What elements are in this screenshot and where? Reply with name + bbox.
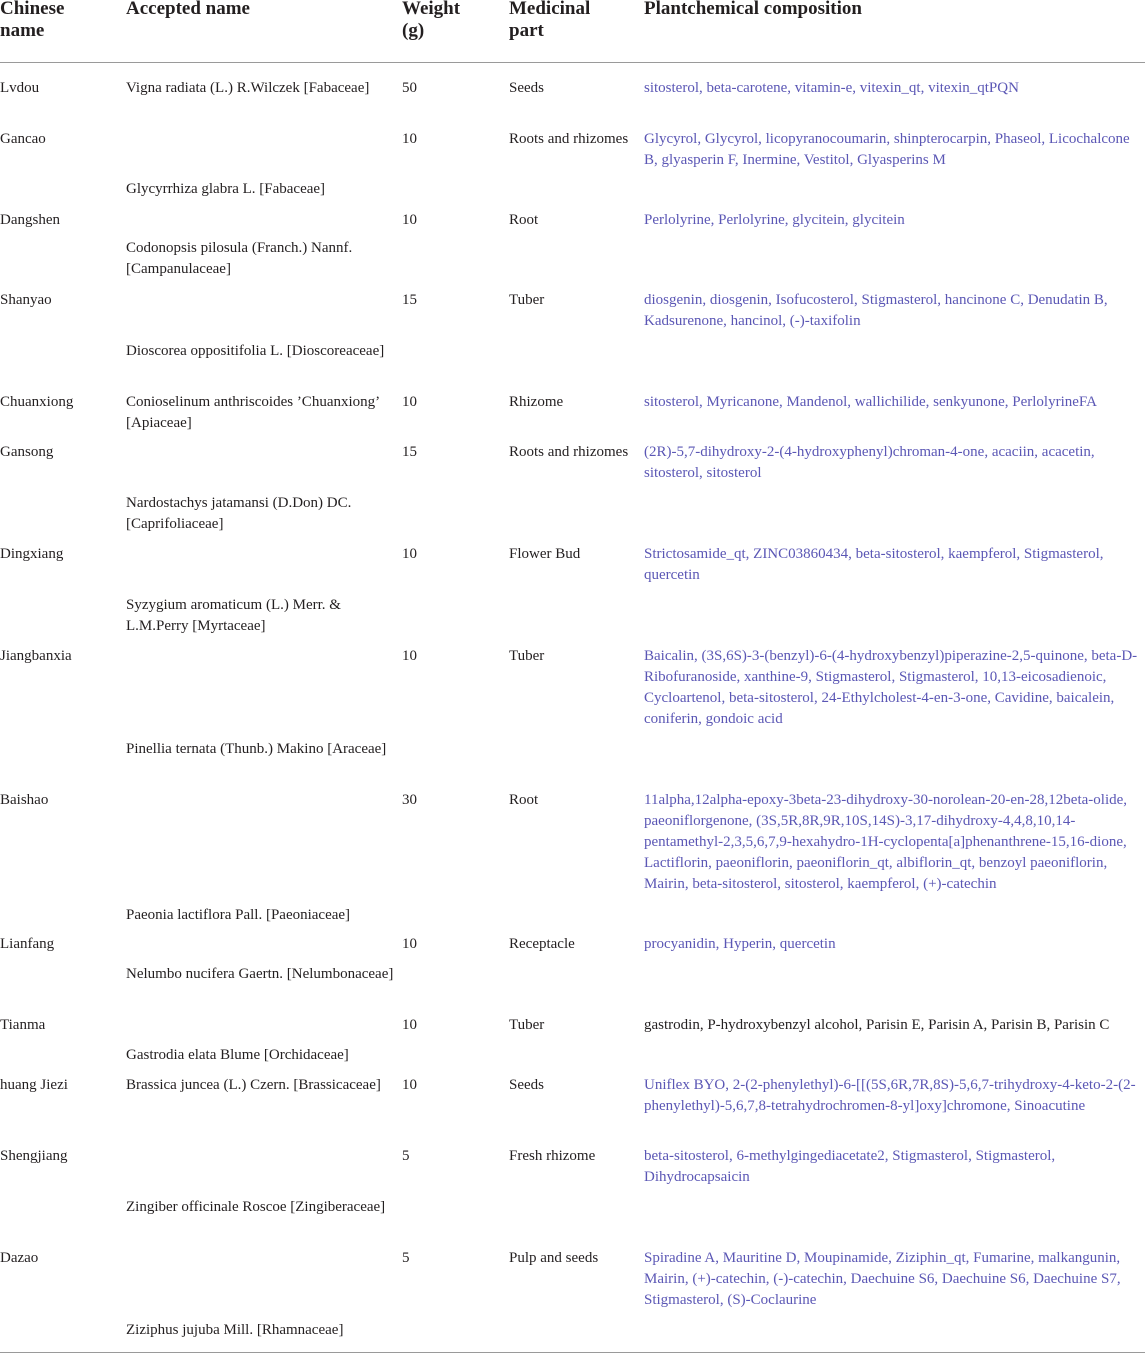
composition[interactable]: procyanidin, Hyperin, quercetin xyxy=(644,936,836,952)
composition[interactable]: Glycyrol, Glycyrol, licopyranocoumarin, shinpterocarpin, Phaseol, Licochalcone B, glyasperin F, Inermine, Vestitol, Glyasperins M xyxy=(644,131,1130,168)
weight: 50 xyxy=(402,80,417,96)
chinese-name: Shanyao xyxy=(0,292,52,308)
weight: 15 xyxy=(402,292,417,308)
composition[interactable]: Baicalin, (3S,6S)-3-(benzyl)-6-(4-hydroxybenzyl)piperazine-2,5-quinone, beta-D-Ribofuranoside, xanthine-9, Stigmasterol, Stigmasterol, 10,13-eicosadienoic, Cycloartenol, beta-sitosterol, 24-Ethylcholest-4-en-3-one, Cavidine, baicalein, coniferin, gondoic acid xyxy=(644,648,1138,727)
composition[interactable]: Spiradine A, Mauritine D, Moupinamide, Ziziphin_qt, Fumarine, malkangunin, Mairin, (+)-catechin, (-)-catechin, Daechuine S6, Daechuine S6, Daechuine S7, Stigmasterol, (S)-Coclaurine xyxy=(644,1250,1121,1308)
weight: 10 xyxy=(402,648,417,664)
accepted-name: Nelumbo nucifera Gaertn. [Nelumbonaceae] xyxy=(126,966,394,982)
chinese-name: Dazao xyxy=(0,1250,39,1266)
accepted-name: Syzygium aromaticum (L.) Merr. & L.M.Perry [Myrtaceae] xyxy=(126,597,341,634)
weight: 15 xyxy=(402,444,417,460)
medicinal-part: Roots and rhizomes xyxy=(509,131,629,147)
chinese-name: Dingxiang xyxy=(0,546,64,562)
chinese-name: Jiangbanxia xyxy=(0,648,72,664)
composition[interactable]: beta-sitosterol, 6-methylgingediacetate2, Stigmasterol, Stigmasterol, Dihydrocapsaicin xyxy=(644,1148,1056,1185)
medicinal-part: Root xyxy=(509,212,539,228)
chinese-name: Lvdou xyxy=(0,80,40,96)
medicinal-part: Tuber xyxy=(509,1017,545,1033)
header-chinese-name: Chinese name xyxy=(0,0,65,41)
chinese-name: Shengjiang xyxy=(0,1148,68,1164)
weight: 10 xyxy=(402,546,417,562)
accepted-name: Paeonia lactiflora Pall. [Paeoniaceae] xyxy=(126,907,351,923)
accepted-name: Nardostachys jatamansi (D.Don) DC. [Caprifoliaceae] xyxy=(126,495,352,532)
medicinal-part: Seeds xyxy=(509,1077,544,1093)
weight: 10 xyxy=(402,936,417,952)
composition[interactable]: diosgenin, diosgenin, Isofucosterol, Stigmasterol, hancinone C, Denudatin B, Kadsurenone, hancinol, (-)-taxifolin xyxy=(644,292,1108,329)
medicinal-part: Fresh rhizome xyxy=(509,1148,596,1164)
composition[interactable]: 11alpha,12alpha-epoxy-3beta-23-dihydroxy-30-norolean-20-en-28,12beta-olide, paeoniflorgenone, (3S,5R,8R,9R,10S,14S)-3,17-dihydroxy-4,4,8,10,14-pentamethyl-2,3,5,6,7,9-hexahydro-1H-cyclopenta[a]phenanthrene-15,16-dione, Lactiflorin, paeoniflorin, paeoniflorin_qt, albiflorin_qt, benzoyl paeoniflorin, Mairin, beta-sitosterol, sitosterol, kaempferol, (+)-catechin xyxy=(644,792,1128,892)
accepted-name: Conioselinum anthriscoides ’Chuanxiong’ [Apiaceae] xyxy=(126,394,380,431)
chinese-name: Baishao xyxy=(0,792,49,808)
weight: 5 xyxy=(402,1148,410,1164)
chinese-name: Gansong xyxy=(0,444,54,460)
accepted-name: Zingiber officinale Roscoe [Zingiberaceae] xyxy=(126,1199,386,1215)
weight: 10 xyxy=(402,1077,417,1093)
composition[interactable]: Uniflex BYO, 2-(2-phenylethyl)-6-[[(5S,6R,7R,8S)-5,6,7-trihydroxy-4-keto-2-(2-phenylethyl)-5,6,7,8-tetrahydrochromen-8-yl]oxy]chromone, Sinoacutine xyxy=(644,1077,1136,1114)
accepted-name: Codonopsis pilosula (Franch.) Nannf. [Campanulaceae] xyxy=(126,240,353,277)
composition[interactable]: sitosterol, beta-carotene, vitamin-e, vitexin_qt, vitexin_qtPQN xyxy=(644,80,1019,96)
composition[interactable]: Perlolyrine, Perlolyrine, glycitein, glycitein xyxy=(644,212,905,228)
weight: 5 xyxy=(402,1250,410,1266)
header-composition: Plantchemical composition xyxy=(644,0,862,19)
chinese-name: Gancao xyxy=(0,131,46,147)
accepted-name: Ziziphus jujuba Mill. [Rhamnaceae] xyxy=(126,1322,344,1338)
composition[interactable]: Strictosamide_qt, ZINC03860434, beta-sitosterol, kaempferol, Stigmasterol, quercetin xyxy=(644,546,1104,583)
medicinal-part: Pulp and seeds xyxy=(509,1250,599,1266)
weight: 30 xyxy=(402,792,417,808)
medicinal-part: Tuber xyxy=(509,648,545,664)
accepted-name: Gastrodia elata Blume [Orchidaceae] xyxy=(126,1047,349,1063)
accepted-name: Glycyrrhiza glabra L. [Fabaceae] xyxy=(126,181,326,197)
weight: 10 xyxy=(402,212,417,228)
medicinal-part: Tuber xyxy=(509,292,545,308)
header-medicinal-part: Medicinal part xyxy=(509,0,591,41)
header-accepted-name: Accepted name xyxy=(126,0,250,19)
accepted-name: Dioscorea oppositifolia L. [Dioscoreaceae] xyxy=(126,343,385,359)
composition[interactable]: (2R)-5,7-dihydroxy-2-(4-hydroxyphenyl)chroman-4-one, acaciin, acacetin, sitosterol, sitosterol xyxy=(644,444,1095,481)
weight: 10 xyxy=(402,1017,417,1033)
table-bottom-rule xyxy=(0,1352,1145,1353)
medicinal-part: Root xyxy=(509,792,539,808)
accepted-name: Brassica juncea (L.) Czern. [Brassicaceae] xyxy=(126,1077,381,1093)
medicinal-part: Flower Bud xyxy=(509,546,581,562)
composition: gastrodin, P-hydroxybenzyl alcohol, Parisin E, Parisin A, Parisin B, Parisin C xyxy=(644,1017,1110,1033)
accepted-name: Vigna radiata (L.) R.Wilczek [Fabaceae] xyxy=(126,80,370,96)
header-weight: Weight (g) xyxy=(402,0,461,41)
medicinal-part: Seeds xyxy=(509,80,544,96)
composition[interactable]: sitosterol, Myricanone, Mandenol, wallichilide, senkyunone, PerlolyrineFA xyxy=(644,394,1097,410)
chinese-name: Tianma xyxy=(0,1017,46,1033)
medicinal-part: Receptacle xyxy=(509,936,575,952)
chinese-name: Chuanxiong xyxy=(0,394,74,410)
chinese-name: huang Jiezi xyxy=(0,1077,68,1093)
table-header xyxy=(0,0,1145,63)
accepted-name: Pinellia ternata (Thunb.) Makino [Araceae] xyxy=(126,741,387,757)
medicinal-part: Rhizome xyxy=(509,394,564,410)
weight: 10 xyxy=(402,394,417,410)
weight: 10 xyxy=(402,131,417,147)
chinese-name: Lianfang xyxy=(0,936,55,952)
chinese-name: Dangshen xyxy=(0,212,60,228)
medicinal-part: Roots and rhizomes xyxy=(509,444,629,460)
